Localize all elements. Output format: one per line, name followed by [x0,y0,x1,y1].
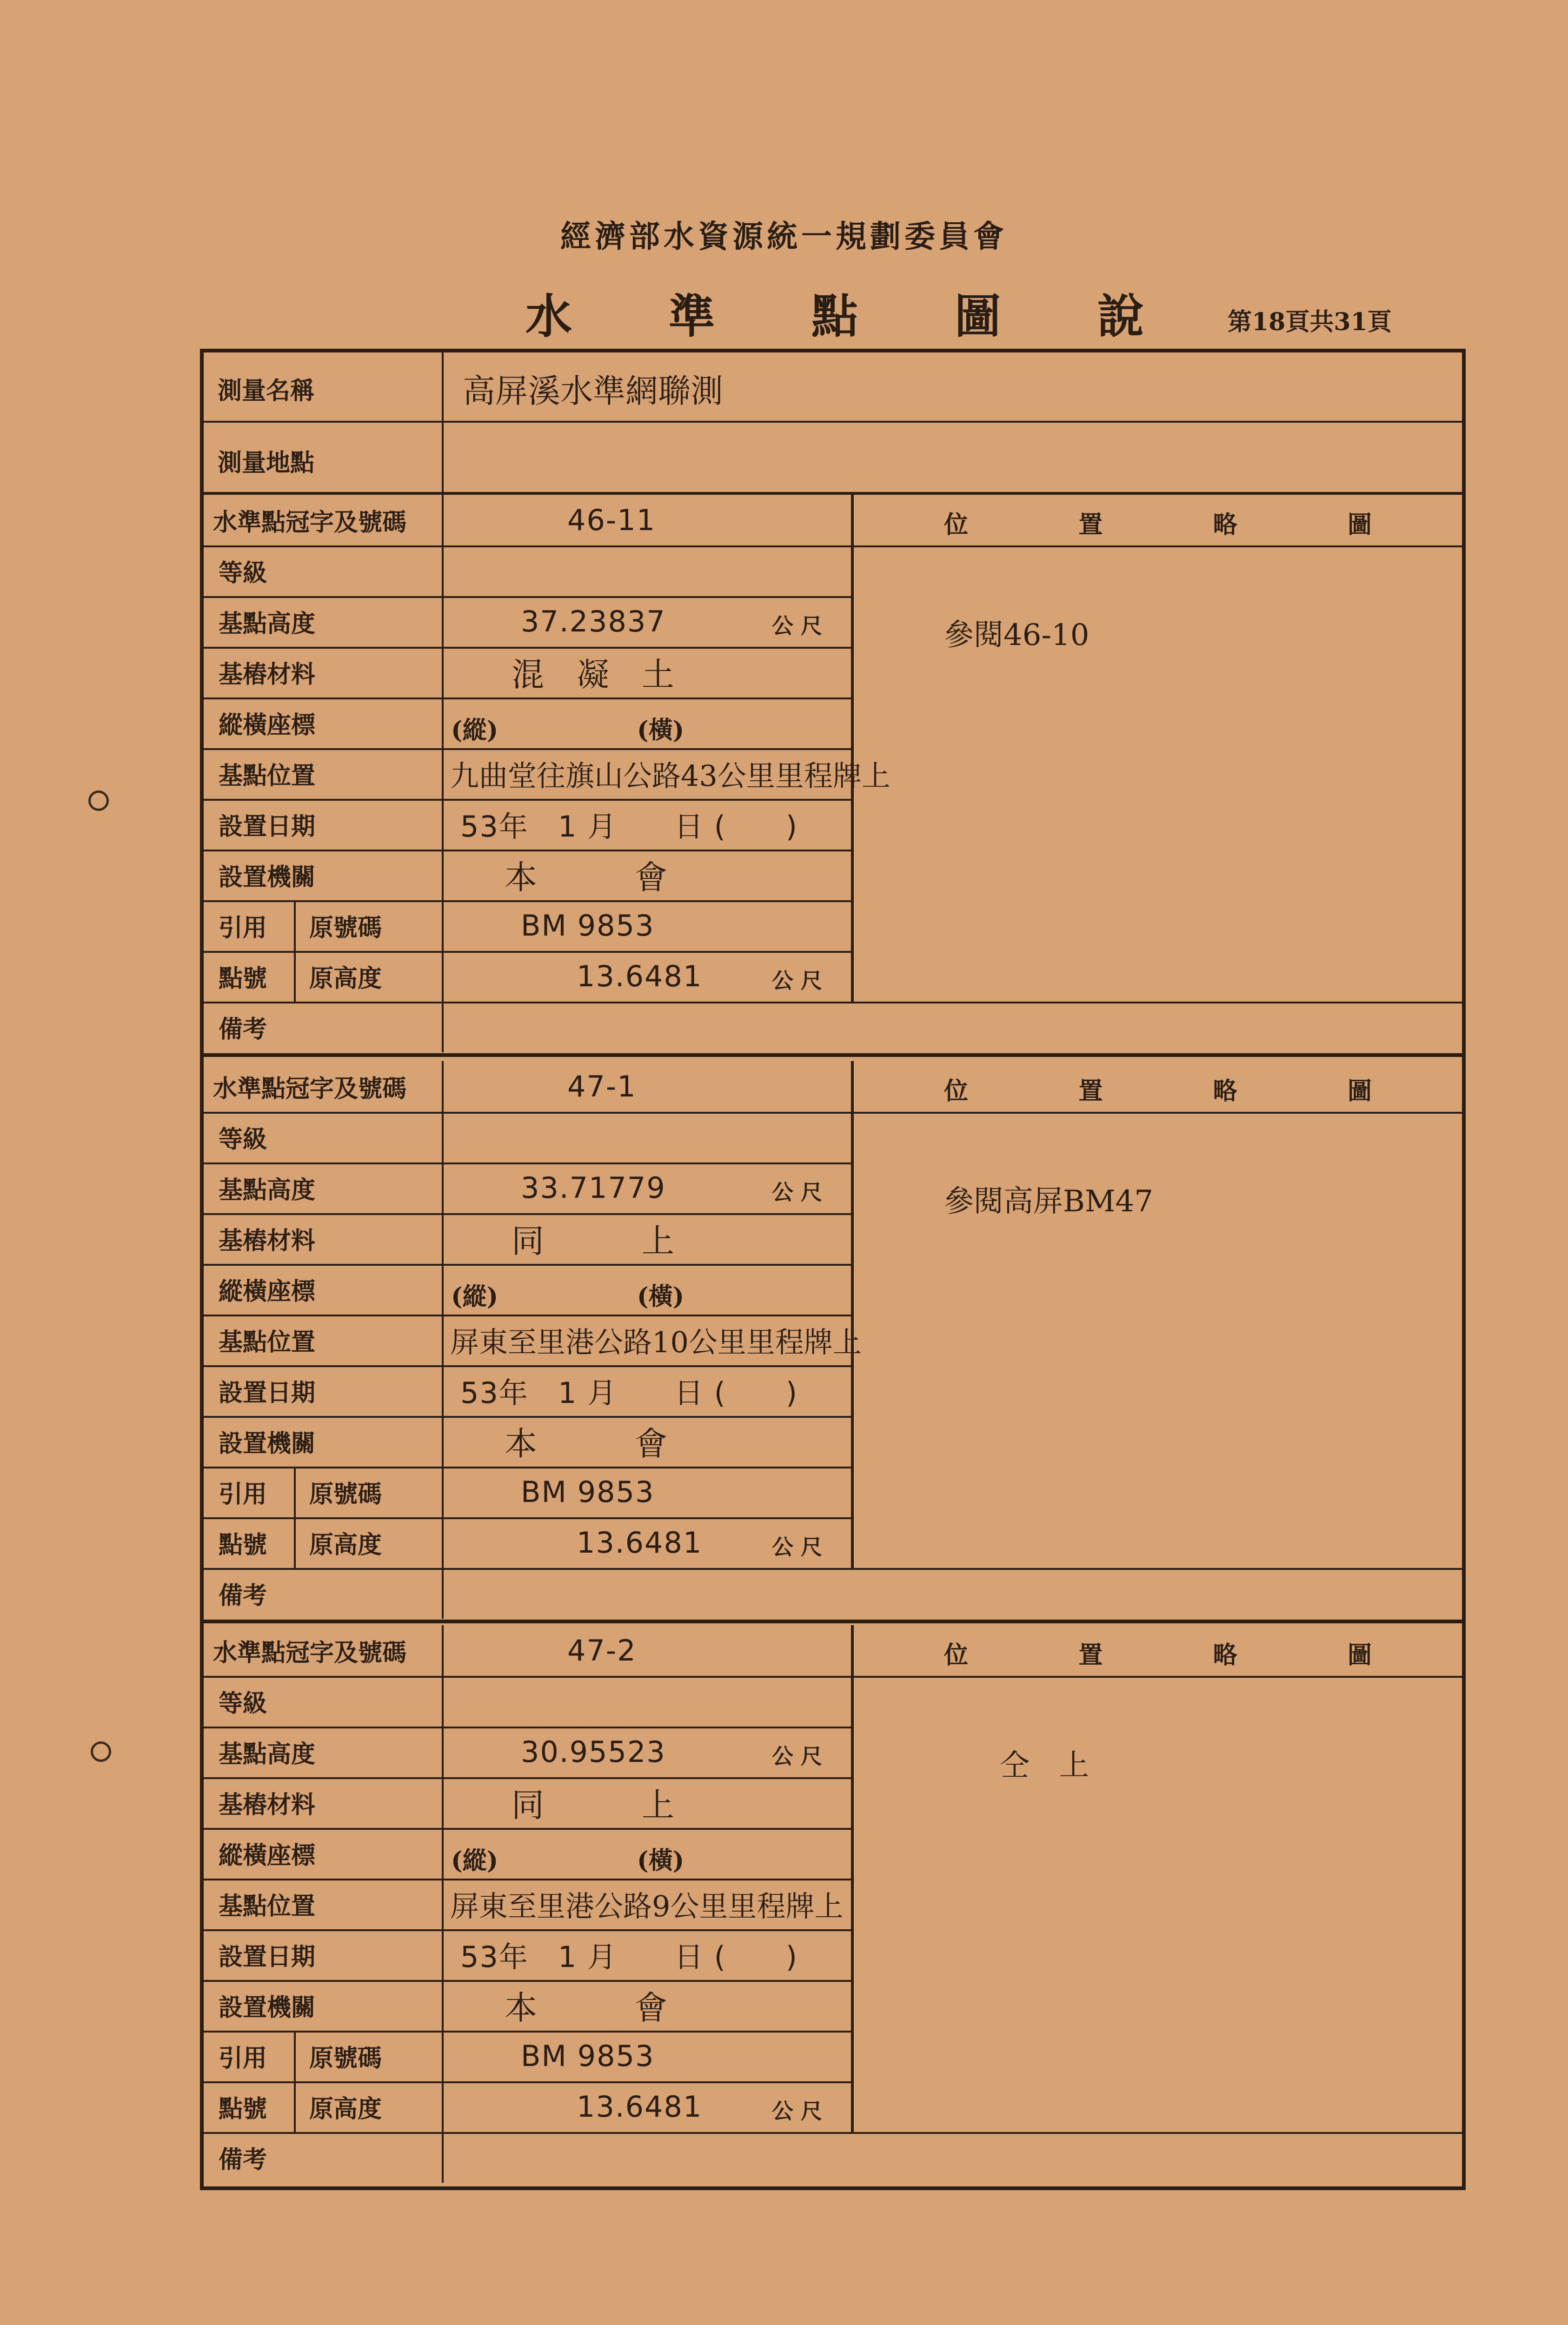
map-header-char: 圖 [1347,511,1372,539]
coord-horizontal: (橫) [637,1847,684,1875]
position-value: 屏東至里港公路10公里里程牌上 [450,1325,862,1359]
ref-label-top: 引用 [219,1480,267,1508]
agency-label: 設置機關 [219,1993,316,2022]
map-header [944,1071,1372,1104]
orig-code-label: 原號碼 [309,914,382,942]
date-day: 日 ( ) [674,810,798,844]
material-label: 基樁材料 [219,660,316,689]
page-number: 第18頁共31頁 [1228,308,1392,336]
elevation-unit: 公 尺 [772,1744,823,1769]
agency-value: 本 會 [505,1425,667,1463]
position-label: 基點位置 [219,1892,316,1920]
orig-elev-value: 13.6481 [577,959,703,993]
elevation-unit: 公 尺 [772,1180,823,1205]
orig-code-value: BM 9853 [521,909,655,943]
orig-elev-label: 原高度 [309,964,382,993]
map-header-char: 圖 [1347,1077,1372,1105]
agency-label: 設置機關 [219,863,316,891]
date-label: 設置日期 [219,1943,316,1971]
map-header-char: 位 [944,1641,969,1669]
position-value: 九曲堂往旗山公路43公里里程牌上 [450,759,890,793]
title-char: 說 [1097,289,1144,344]
row-line [204,1517,851,1519]
date-label: 設置日期 [219,812,316,841]
value-map-divider [851,1625,854,2132]
label-divider [442,1625,444,2183]
orig-elev-value: 13.6481 [577,2090,703,2124]
organization-name: 經濟部水資源統一規劃委員會 [560,218,1008,254]
ref-label-top: 引用 [219,914,267,942]
map-header-char: 略 [1213,511,1237,539]
orig-elev-unit: 公 尺 [772,968,823,993]
punch-hole-bottom [91,1741,111,1762]
benchmark-code: 46-11 [567,503,656,537]
orig-code-label: 原號碼 [309,2044,382,2073]
map-header-char: 圖 [1347,1641,1372,1669]
position-value: 屏東至里港公路9公里里程牌上 [450,1889,844,1923]
coords-label: 縱橫座標 [219,1841,316,1870]
survey-divider [442,352,444,494]
orig-elev-value: 13.6481 [577,1526,703,1560]
coord-horizontal: (橫) [637,1282,684,1311]
date-month: 1 月 [558,810,618,844]
row-line [204,2081,851,2083]
orig-elev-unit: 公 尺 [772,1534,823,1560]
label-divider [442,1061,444,1619]
title-char: 圖 [954,289,1001,344]
agency-value: 本 會 [505,1989,667,2027]
row-line [204,951,851,953]
position-label: 基點位置 [219,1328,316,1356]
survey-name-value: 高屏溪水準網聯測 [463,372,723,410]
date-label: 設置日期 [219,1379,316,1407]
date-day: 日 ( ) [674,1940,798,1974]
elevation-value: 33.71779 [521,1171,666,1205]
benchmark-code: 47-2 [567,1634,637,1667]
agency-value: 本 會 [505,858,667,897]
elevation-value: 37.23837 [521,604,666,638]
position-label: 基點位置 [219,762,316,790]
remarks-label: 備考 [219,1581,267,1610]
title-char: 準 [668,289,715,344]
ref-label-bottom: 點號 [219,1531,267,1559]
map-note: 參閱高屏BM47 [944,1184,1153,1219]
map-header-char: 略 [1213,1641,1237,1669]
material-label: 基樁材料 [219,1227,316,1255]
ref-label-bottom: 點號 [219,2095,267,2123]
date-year: 53年 [460,1940,529,1974]
map-header [944,1635,1372,1668]
map-header-char: 置 [1078,1077,1103,1105]
label-divider [442,495,444,1052]
code-label: 水準點冠字及號碼 [213,1639,407,1667]
grade-label: 等級 [219,1689,267,1718]
orig-elev-unit: 公 尺 [772,2099,823,2124]
section-divider [204,1620,1462,1623]
material-label: 基樁材料 [219,1791,316,1819]
map-header-char: 置 [1078,1641,1103,1669]
date-year: 53年 [460,1376,529,1410]
map-header-char: 置 [1078,511,1103,539]
section-divider [204,1053,1462,1057]
remarks-label: 備考 [219,1015,267,1043]
ref-split-line [294,900,296,1002]
map-header [944,505,1372,538]
elevation-value: 30.95523 [521,1735,666,1769]
coords-label: 縱橫座標 [219,1277,316,1306]
survey-name-label: 測量名稱 [218,376,315,405]
elevation-label: 基點高度 [219,1740,316,1768]
grade-label: 等級 [219,1125,267,1154]
survey-location-label: 測量地點 [218,448,315,477]
code-label: 水準點冠字及號碼 [213,508,407,537]
elevation-unit: 公 尺 [772,613,823,638]
title-char: 點 [811,289,858,344]
coords-label: 縱橫座標 [219,711,316,739]
date-month: 1 月 [558,1940,618,1974]
date-year: 53年 [460,810,529,844]
orig-elev-label: 原高度 [309,2095,382,2123]
ref-label-bottom: 點號 [219,964,267,993]
orig-elev-label: 原高度 [309,1531,382,1559]
coord-horizontal: (橫) [637,716,684,744]
document-title [525,279,1144,346]
elevation-label: 基點高度 [219,610,316,638]
material-value: 混 凝 土 [512,656,674,694]
date-month: 1 月 [558,1376,618,1410]
orig-code-value: BM 9853 [521,2039,655,2073]
coord-vertical: (縱) [451,1282,498,1311]
ref-split-line [294,1467,296,1568]
punch-hole-top [88,790,109,811]
agency-label: 設置機關 [219,1429,316,1458]
orig-code-label: 原號碼 [309,1480,382,1508]
map-header-char: 位 [944,511,969,539]
benchmark-code: 47-1 [567,1070,637,1103]
ref-label-top: 引用 [219,2044,267,2073]
code-label: 水準點冠字及號碼 [213,1075,407,1103]
coord-vertical: (縱) [451,1847,498,1875]
map-note: 參閱46-10 [944,618,1090,652]
map-header-char: 位 [944,1077,969,1105]
map-header-char: 略 [1213,1077,1237,1105]
material-value: 同 上 [512,1222,674,1260]
ref-split-line [294,2031,296,2132]
survey-row-line [204,421,1462,423]
grade-label: 等級 [219,559,267,587]
title-char: 水 [525,289,572,344]
material-value: 同 上 [512,1786,674,1824]
orig-code-value: BM 9853 [521,1475,655,1509]
map-note: 仝 上 [1000,1748,1089,1783]
date-day: 日 ( ) [674,1376,798,1410]
remarks-label: 備考 [219,2146,267,2174]
coord-vertical: (縱) [451,716,498,744]
elevation-label: 基點高度 [219,1176,316,1204]
